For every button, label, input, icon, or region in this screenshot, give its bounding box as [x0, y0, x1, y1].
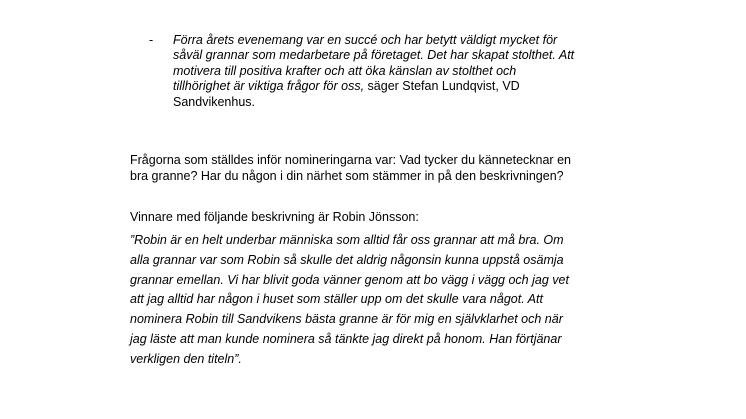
paragraph-line: Frågorna som ställdes inför nomineringarna var: Vad tycker du kännetecknar en — [130, 153, 571, 167]
quote-line: Förra årets evenemang var en succé och har betytt väldigt mycket för — [173, 33, 558, 47]
winner-quote-line: verkligen den titeln”. — [130, 351, 242, 366]
quote-line: såväl grannar som medarbetare på företaget. Det har skapat stolthet. Att — [173, 48, 575, 63]
winner-quote — [130, 231, 670, 370]
winner-quote-line: ”Robin är en helt underbar människa som alltid får oss grannar att må bra. Om — [130, 233, 564, 247]
winner-quote-line: alla grannar var som Robin så skulle det aldrig någonsin kunna uppstå osämja — [130, 252, 564, 267]
ceo-quote-text — [173, 33, 633, 110]
quote-line: tillhörighet är viktiga frågor för oss, säger Stefan Lundqvist, VD — [173, 79, 520, 94]
paragraph-line: bra granne? Har du någon i din närhet som stämmer in på den beskrivningen? — [130, 169, 564, 183]
quote-bullet-dash: - — [149, 33, 154, 47]
nomination-questions-paragraph — [130, 152, 670, 184]
winner-quote-line: att jag alltid har någon i huset som ställer upp om det skulle vara något. Att — [130, 292, 543, 307]
quote-line: Sandvikenhus. — [173, 94, 256, 109]
quote-line: motivera till positiva krafter och att öka känslan av stolthet och — [173, 63, 517, 78]
winner-intro-text: Vinnare med följande beskrivning är Robin Jönsson: — [130, 210, 419, 224]
winner-quote-line: jag läste att man kunde nominera så tänkte jag direkt på honom. Han förtjänar — [130, 331, 562, 346]
winner-quote-line: nominera Robin till Sandvikens bästa granne är för mig en självklarhet och när — [130, 312, 563, 327]
winner-quote-line: grannar emellan. Vi har blivit goda vänner genom att bo vägg i vägg och jag vet — [130, 272, 569, 287]
winner-intro — [130, 209, 670, 225]
